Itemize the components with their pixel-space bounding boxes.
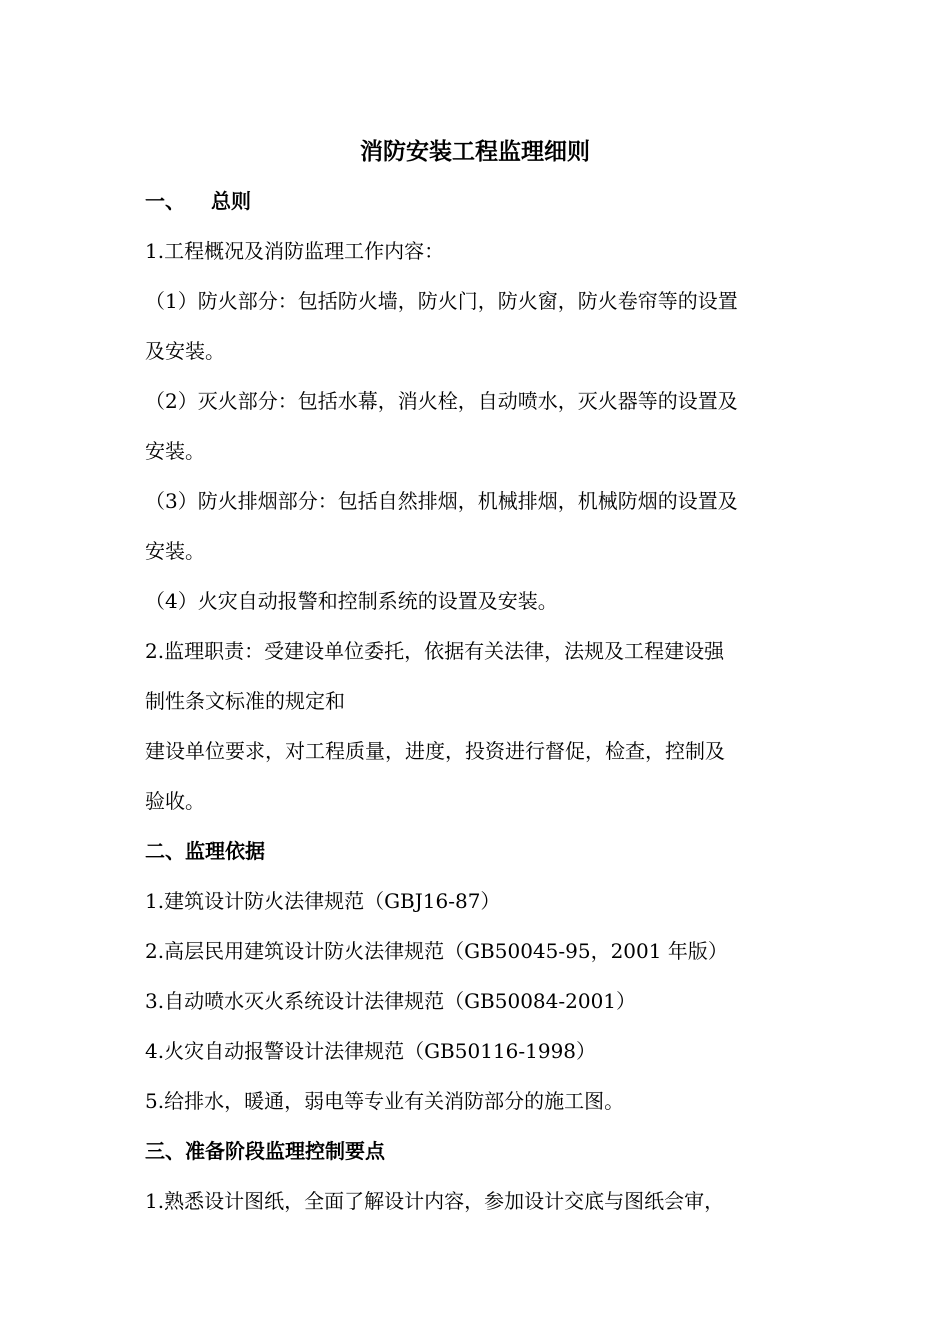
paragraph-line: 制性条文标准的规定和 [145, 689, 345, 713]
paragraph-line: 建设单位要求，对工程质量，进度，投资进行督促，检查，控制及 [145, 739, 725, 763]
section-heading-basis: 二、监理依据 [145, 839, 265, 863]
section-heading-general [145, 186, 815, 216]
paragraph-line: 1.熟悉设计图纸，全面了解设计内容，参加设计交底与图纸会审， [145, 1189, 725, 1213]
section-number: 一、 [145, 189, 185, 213]
paragraph-line: 1.工程概况及消防监理工作内容： [145, 239, 445, 263]
paragraph-line: 验收。 [145, 789, 205, 813]
paragraph-line: 2.监理职责：受建设单位委托，依据有关法律，法规及工程建设强 [145, 639, 725, 663]
paragraph-line: （2）灭火部分：包括水幕，消火栓，自动喷水，灭火器等的设置及 [145, 389, 738, 413]
paragraph-line: 及安装。 [145, 339, 225, 363]
list-item: 4.火灾自动报警设计法律规范（GB50116-1998） [145, 1039, 597, 1063]
paragraph-line: （3）防火排烟部分：包括自然排烟，机械排烟，机械防烟的设置及 [145, 489, 738, 513]
paragraph-line: 安装。 [145, 439, 205, 463]
section-heading-preparation: 三、准备阶段监理控制要点 [145, 1139, 385, 1163]
paragraph-line: 安装。 [145, 539, 205, 563]
paragraph-line: （1）防火部分：包括防火墙，防火门，防火窗，防火卷帘等的设置 [145, 289, 738, 313]
list-item: 3.自动喷水灭火系统设计法律规范（GB50084-2001） [145, 989, 637, 1013]
list-item: 2.高层民用建筑设计防火法律规范（GB50045-95，2001 年版） [145, 939, 728, 963]
list-item: 1.建筑设计防火法律规范（GBJ16-87） [145, 889, 501, 913]
section-title: 总则 [211, 189, 251, 213]
paragraph-line: （4）火灾自动报警和控制系统的设置及安装。 [145, 589, 558, 613]
list-item: 5.给排水，暖通，弱电等专业有关消防部分的施工图。 [145, 1089, 625, 1113]
document-title: 消防安装工程监理细则 [360, 138, 590, 165]
